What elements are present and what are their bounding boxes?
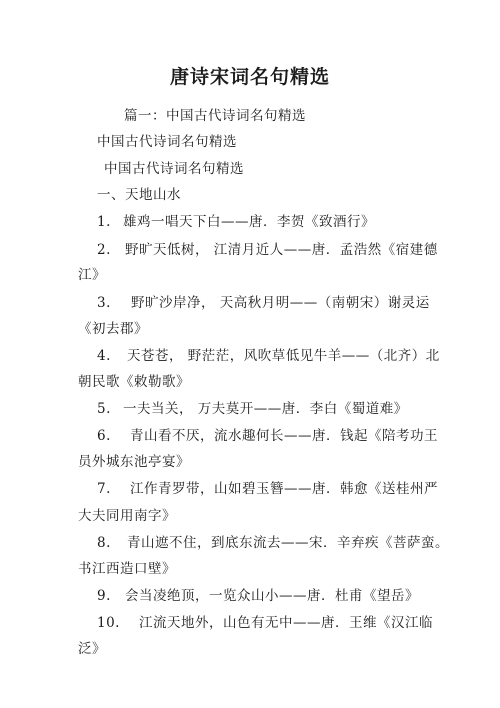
poem-line (97, 344, 440, 364)
poem-number: 10. (97, 615, 120, 631)
poem-continuation: 朝民歌《敕勒歌》 (78, 374, 190, 390)
poem-text: 天苍苍， 野茫茫，风吹草低见牛羊——（北齐）北 (127, 348, 440, 364)
poem-text: 会当凌绝顶，一览众山小——唐．杜甫《望岳》 (125, 588, 419, 604)
poem-line (97, 477, 438, 497)
poem-continuation: 员外城东池亭宴》 (78, 454, 190, 470)
poem-line (97, 238, 438, 258)
poem-continuation: 泛》 (78, 641, 106, 657)
poem-number: 3. (97, 295, 111, 311)
poem-number: 9. (97, 588, 111, 604)
subtitle-article: 篇一：中国古代诗词名句精选 (124, 108, 306, 124)
poem-text: 野旷沙岸净， 天高秋月明——（南朝宋）谢灵运 (131, 295, 430, 311)
poem-text: 一夫当关， 万夫莫开——唐．李白《蜀道难》 (123, 401, 408, 417)
poem-number: 5. (97, 401, 111, 417)
poem-number: 2. (97, 242, 111, 258)
poem-line (97, 291, 430, 311)
subtitle-heading: 中国古代诗词名句精选 (97, 134, 237, 150)
poem-continuation: 大夫同用南字》 (78, 508, 176, 524)
poem-number: 1. (97, 214, 111, 230)
poem-number: 8. (97, 535, 111, 551)
poem-line (97, 531, 449, 551)
poem-line (97, 611, 433, 631)
poem-number: 4. (97, 348, 111, 364)
section-heading: 一、天地山水 (97, 187, 181, 203)
poem-text: 青山遮不住，到底东流去——宋．辛弃疾《菩萨蛮。 (127, 535, 449, 551)
poem-continuation: 《初去郡》 (78, 321, 148, 337)
poem-continuation: 书江西造口壁》 (78, 561, 176, 577)
poem-line (97, 424, 438, 444)
poem-number: 7. (97, 481, 111, 497)
poem-text: 雄鸡一唱天下白——唐．李贺《致酒行》 (123, 214, 375, 230)
poem-line (97, 397, 408, 417)
poem-continuation: 江》 (78, 267, 106, 283)
poem-text: 野旷天低树， 江清月近人——唐．孟浩然《宿建德 (125, 242, 438, 258)
page-title: 唐诗宋词名句精选 (169, 66, 330, 88)
poem-text: 江作青罗带，山如碧玉簪——唐．韩愈《送桂州严 (130, 481, 438, 497)
poem-number: 6. (97, 428, 111, 444)
poem-line (97, 584, 419, 604)
subtitle-heading-repeat: 中国古代诗词名句精选 (104, 161, 244, 177)
poem-text: 青山看不厌，流水趣何长——唐．钱起《陪考功王 (130, 428, 438, 444)
poem-line (97, 210, 375, 230)
poem-text: 江流天地外，山色有无中——唐．王维《汉江临 (139, 615, 433, 631)
